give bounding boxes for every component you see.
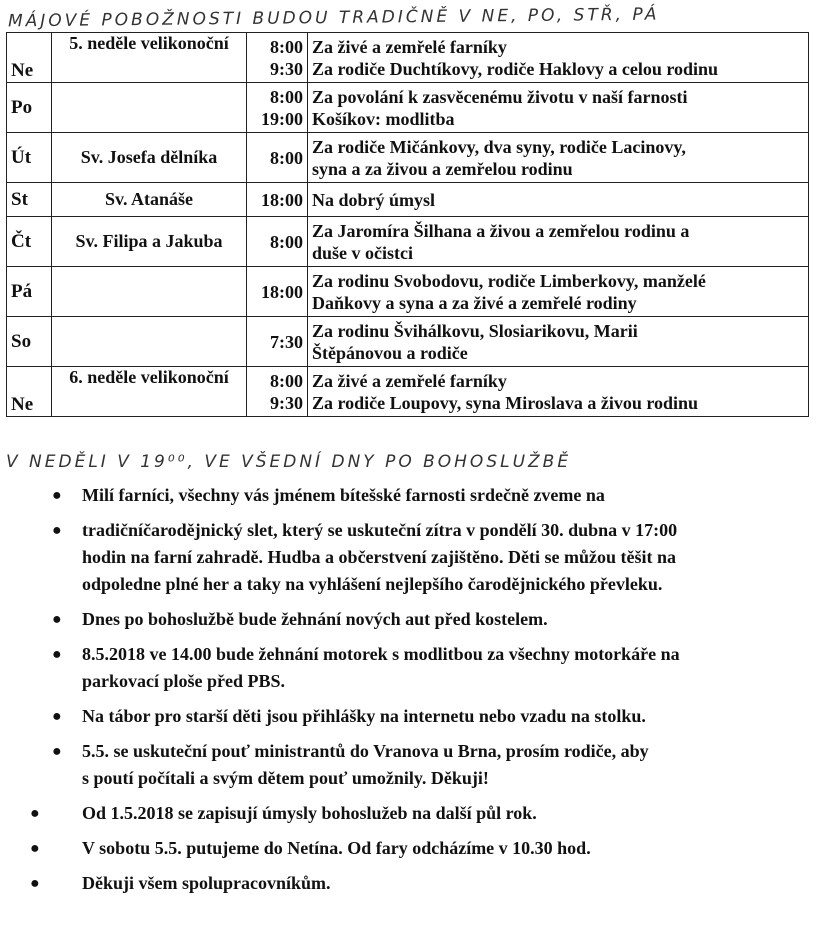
time-cell	[247, 317, 308, 367]
announcement-line: parkovací ploše před PBS.	[82, 671, 286, 691]
day-cell: Čt	[7, 217, 52, 267]
time-cell	[247, 133, 308, 183]
intention-line: Štěpánovou a rodiče	[312, 342, 468, 363]
feast-cell	[52, 83, 247, 133]
announcement-line: Dnes po bohoslužbě bude žehnání nových aut před kostelem.	[82, 609, 548, 629]
mass-time: 19:00	[261, 108, 303, 129]
announcement-item	[38, 703, 808, 730]
time-cell	[247, 33, 308, 83]
time-cell	[247, 83, 308, 133]
intention-cell	[308, 83, 809, 133]
intention-cell	[308, 217, 809, 267]
intention-cell	[308, 33, 809, 83]
intention-cell	[308, 183, 809, 217]
intention-cell	[308, 317, 809, 367]
bullet-icon: ●	[52, 646, 62, 663]
feast-cell: Sv. Filipa a Jakuba	[52, 217, 247, 267]
intention-line: Za rodinu Švihálkovu, Slosiarikovu, Marii	[312, 320, 638, 341]
feast-cell	[52, 317, 247, 367]
mass-time: 7:30	[270, 331, 303, 352]
feast-cell: Sv. Josefa dělníka	[52, 133, 247, 183]
feast-cell	[52, 267, 247, 317]
announcement-line: tradičníčarodějnický slet, který se uskuteční zítra v pondělí 30. dubna v 17:00	[82, 520, 678, 540]
bullet-icon: ●	[30, 840, 40, 857]
intention-line: Za rodiče Duchtíkovy, rodiče Haklovy a celou rodinu	[312, 58, 719, 79]
schedule-row	[7, 133, 809, 183]
intention-line: Za Jaromíra Šilhana a živou a zemřelou rodinu a	[312, 220, 690, 241]
schedule-row	[7, 83, 809, 133]
intention-line: Za rodinu Svobodovu, rodiče Limberkovy, manželé	[312, 270, 706, 291]
mass-time: 8:00	[270, 86, 303, 107]
intention-line: Na dobrý úmysl	[312, 189, 436, 210]
feast-cell: 5. neděle velikonoční	[52, 33, 247, 83]
announcement-line: odpoledne plné her a taky na vyhlášení nejlepšího čarodějnického převleku.	[82, 574, 663, 594]
schedule-row	[7, 267, 809, 317]
announcement-item	[30, 870, 808, 897]
announcement-line: Na tábor pro starší děti jsou přihlášky na internetu nebo vzadu na stolku.	[82, 706, 646, 726]
schedule-row	[7, 367, 809, 417]
announcement-line: Od 1.5.2018 se zapisují úmysly bohoslužeb na další půl rok.	[82, 803, 537, 823]
feast-cell: 6. neděle velikonoční	[52, 367, 247, 417]
announcement-item	[38, 517, 808, 598]
intention-line: duše v očistci	[312, 242, 413, 263]
day-cell: Ne	[7, 367, 52, 417]
intention-line: syna a za živou a zemřelou rodinu	[312, 158, 573, 179]
handwritten-note-bottom: V NEDĚLI V 19⁰⁰, VE VŠEDNÍ DNY PO BOHOSLUŽBĚ	[6, 452, 572, 472]
day-cell: Út	[7, 133, 52, 183]
announcement-line: Milí farníci, všechny vás jménem bítešské farnosti srdečně zveme na	[82, 485, 605, 505]
schedule-row	[7, 183, 809, 217]
day-cell: Ne	[7, 33, 52, 83]
mass-time: 18:00	[261, 189, 303, 210]
intention-cell	[308, 367, 809, 417]
announcement-item	[30, 800, 808, 827]
mass-time: 8:00	[270, 36, 303, 57]
mass-time: 8:00	[270, 231, 303, 252]
announcement-item	[38, 641, 808, 695]
announcement-line: 8.5.2018 ve 14.00 bude žehnání motorek s modlitbou za všechny motorkáře na	[82, 644, 680, 664]
intention-line: Za živé a zemřelé farníky	[312, 370, 507, 391]
bullet-icon: ●	[30, 875, 40, 892]
bullet-icon: ●	[52, 487, 62, 504]
intention-line: Za rodiče Loupovy, syna Miroslava a živou rodinu	[312, 392, 699, 413]
announcement-item	[30, 835, 808, 862]
mass-time: 8:00	[270, 147, 303, 168]
feast-cell: Sv. Atanáše	[52, 183, 247, 217]
announcement-line: s poutí počítali a svým dětem pouť umožnily. Děkuji!	[82, 768, 489, 788]
time-cell	[247, 183, 308, 217]
bullet-icon: ●	[52, 611, 62, 628]
announcement-line: 5.5. se uskuteční pouť ministrantů do Vranova u Brna, prosím rodiče, aby	[82, 741, 649, 761]
handwritten-note-top: MÁJOVÉ POBOŽNOSTI BUDOU TRADIČNĚ V NE, PO, STŘ, PÁ	[7, 4, 660, 32]
mass-time: 8:00	[270, 370, 303, 391]
intention-line: Za povolání k zasvěcenému životu v naší farnosti	[312, 86, 688, 107]
bullet-icon: ●	[52, 522, 62, 539]
announcements-list	[30, 482, 808, 905]
bullet-icon: ●	[30, 805, 40, 822]
schedule-row	[7, 33, 809, 83]
day-cell: So	[7, 317, 52, 367]
announcement-item	[38, 482, 808, 509]
day-cell: Po	[7, 83, 52, 133]
intention-cell	[308, 267, 809, 317]
time-cell	[247, 267, 308, 317]
time-cell	[247, 217, 308, 267]
mass-time: 9:30	[270, 392, 303, 413]
announcement-item	[38, 606, 808, 633]
mass-time: 9:30	[270, 58, 303, 79]
schedule-row	[7, 317, 809, 367]
day-cell: Pá	[7, 267, 52, 317]
bullet-icon: ●	[52, 708, 62, 725]
intention-line: Košíkov: modlitba	[312, 108, 455, 129]
mass-schedule-table	[6, 32, 809, 417]
time-cell	[247, 367, 308, 417]
schedule-row	[7, 217, 809, 267]
announcement-line: V sobotu 5.5. putujeme do Netína. Od fary odcházíme v 10.30 hod.	[82, 838, 591, 858]
intention-line: Za živé a zemřelé farníky	[312, 36, 507, 57]
intention-cell	[308, 133, 809, 183]
bullet-icon: ●	[52, 743, 62, 760]
day-cell: St	[7, 183, 52, 217]
announcement-line: hodin na farní zahradě. Hudba a občerstvení zajištěno. Děti se můžou těšit na	[82, 547, 676, 567]
mass-time: 18:00	[261, 281, 303, 302]
intention-line: Daňkovy a syna a za živé a zemřelé rodiny	[312, 292, 637, 313]
announcement-line: Děkuji všem spolupracovníkům.	[82, 873, 331, 893]
intention-line: Za rodiče Mičánkovy, dva syny, rodiče Lacinovy,	[312, 136, 686, 157]
announcement-item	[38, 738, 808, 792]
